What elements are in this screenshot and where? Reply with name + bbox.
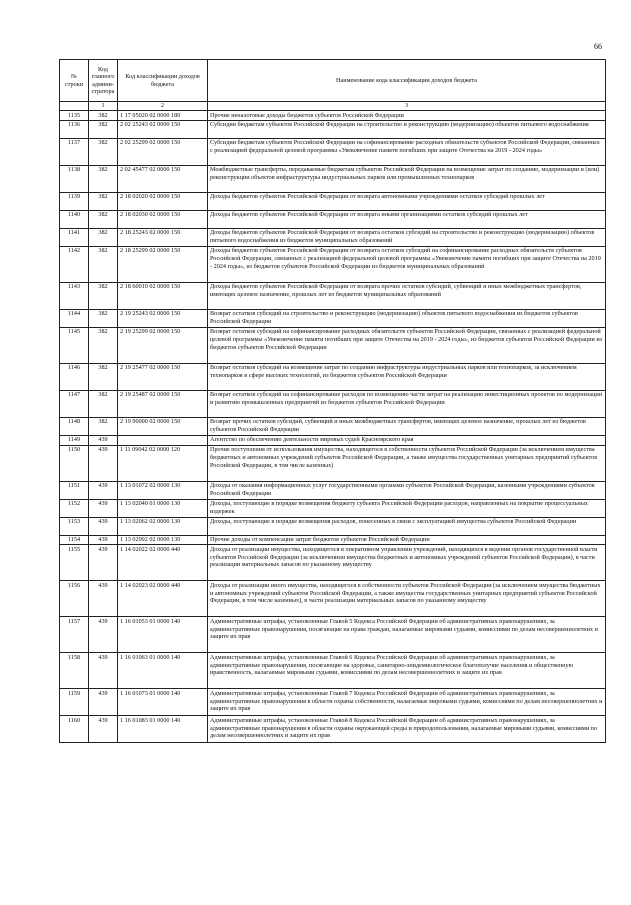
code-name-cell: Административные штрафы, установленные Главой 6 Кодекса Российской Федерации об административных правонарушениях, за административные правонарушения, посягающие на здоровье, санитарно-эпидемиологическое благополучие населения и общественную нравственность, налагаемые мировыми судьями, комиссиями по делам несовершеннолетних и защите их прав bbox=[208, 653, 606, 689]
budget-income-codes-table bbox=[59, 59, 606, 743]
code-name-cell: Доходы, поступающие в порядке возмещения бюджету субъекта Российской Федерации расходов, направленных на покрытие процессуальных издержек bbox=[208, 499, 606, 517]
classification-code-cell: 1 11 09042 02 0000 120 bbox=[118, 445, 208, 481]
classification-code-cell: 1 13 02040 01 0000 130 bbox=[118, 499, 208, 517]
table-row bbox=[60, 327, 606, 363]
admin-code-cell: 382 bbox=[89, 138, 118, 165]
code-name-cell: Агентство по обеспечению деятельности мировых судей Красноярского края bbox=[208, 435, 606, 445]
header-index-1: 1 bbox=[89, 102, 118, 111]
admin-code-cell: 382 bbox=[89, 111, 118, 121]
admin-code-cell: 382 bbox=[89, 228, 118, 246]
table-row bbox=[60, 445, 606, 481]
admin-code-cell: 439 bbox=[89, 689, 118, 716]
row-number-cell: 1149 bbox=[60, 435, 89, 445]
admin-code-cell: 382 bbox=[89, 282, 118, 309]
code-name-cell: Прочие неналоговые доходы бюджетов субъектов Российской Федерации bbox=[208, 111, 606, 121]
code-name-cell: Субсидии бюджетам субъектов Российской Федерации на софинансирование расходных обязательств субъектов Российской Федерации, связанных с реализацией федеральной целевой программы «Увековечение памяти погибших при защите Отечества на 2019 - 2024 годы» bbox=[208, 138, 606, 165]
row-number-cell: 1156 bbox=[60, 581, 89, 617]
admin-code-cell: 439 bbox=[89, 499, 118, 517]
row-number-cell: 1135 bbox=[60, 111, 89, 121]
code-name-cell: Доходы бюджетов субъектов Российской Федерации от возврата остатков субсидий на софинансирование расходных обязательств субъектов Российской Федерации, связанных с реализацией федеральной целевой программы «Увековечение памяти погибших при защите Отечества на 2019 - 2024 годы», из бюджетов субъектов Российской Федерации из бюджетов муниципальных образований bbox=[208, 246, 606, 282]
row-number-cell: 1147 bbox=[60, 390, 89, 417]
row-number-cell: 1154 bbox=[60, 535, 89, 545]
admin-code-cell: 439 bbox=[89, 545, 118, 581]
table-row bbox=[60, 617, 606, 653]
table-body bbox=[60, 111, 606, 743]
table-row bbox=[60, 282, 606, 309]
classification-code-cell: 1 16 01073 01 0000 140 bbox=[118, 689, 208, 716]
classification-code-cell: 1 13 01072 02 0000 130 bbox=[118, 481, 208, 499]
table-row bbox=[60, 363, 606, 390]
code-name-cell: Доходы бюджетов субъектов Российской Федерации от возврата остатков субсидий на строительство и реконструкцию (модернизацию) объектов питьевого водоснабжения из бюджетов муниципальных образований bbox=[208, 228, 606, 246]
classification-code-cell: 2 19 25487 02 0000 150 bbox=[118, 390, 208, 417]
row-number-cell: 1152 bbox=[60, 499, 89, 517]
classification-code-cell: 1 16 01053 01 0000 140 bbox=[118, 617, 208, 653]
admin-code-cell: 439 bbox=[89, 435, 118, 445]
header-row bbox=[60, 60, 606, 102]
row-number-cell: 1158 bbox=[60, 653, 89, 689]
row-number-cell: 1143 bbox=[60, 282, 89, 309]
admin-code-cell: 439 bbox=[89, 653, 118, 689]
classification-code-cell: 2 02 25243 02 0000 150 bbox=[118, 120, 208, 138]
code-name-cell: Возврат остатков субсидий на возмещение затрат по созданию инфраструктуры индустриальных парков или технопарков, за исключением технопарков в сфере высоких технологий, из бюджетов субъектов Российской Федерации bbox=[208, 363, 606, 390]
classification-code-cell: 1 13 02992 02 0000 130 bbox=[118, 535, 208, 545]
admin-code-cell: 382 bbox=[89, 246, 118, 282]
admin-code-cell: 382 bbox=[89, 309, 118, 327]
row-number-cell: 1141 bbox=[60, 228, 89, 246]
table-row bbox=[60, 689, 606, 716]
code-name-cell: Возврат прочих остатков субсидий, субвенций и иных межбюджетных трансфертов, имеющих целевое назначение, прошлых лет из бюджетов субъектов Российской Федерации bbox=[208, 417, 606, 435]
admin-code-cell: 382 bbox=[89, 417, 118, 435]
table-row bbox=[60, 120, 606, 138]
admin-code-cell: 382 bbox=[89, 120, 118, 138]
table-row bbox=[60, 716, 606, 743]
row-number-cell: 1159 bbox=[60, 689, 89, 716]
row-number-cell: 1148 bbox=[60, 417, 89, 435]
code-name-cell: Административные штрафы, установленные Главой 5 Кодекса Российской Федерации об административных правонарушениях, за административные правонарушения, посягающие на права граждан, налагаемые мировыми судьями, комиссиями по делам несовершеннолетних и защите их прав bbox=[208, 617, 606, 653]
admin-code-cell: 382 bbox=[89, 327, 118, 363]
row-number-cell: 1155 bbox=[60, 545, 89, 581]
classification-code-cell: 1 13 02062 02 0000 130 bbox=[118, 517, 208, 535]
table-row bbox=[60, 435, 606, 445]
table-row bbox=[60, 417, 606, 435]
table-row bbox=[60, 111, 606, 121]
header-admin-code: Код главного админи-стратора bbox=[89, 60, 118, 102]
page-number: 66 bbox=[594, 42, 602, 51]
code-name-cell: Возврат остатков субсидий на софинансирование расходов по возмещению части затрат на реализацию инвестиционных проектов по модернизации и развитию промышленных предприятий из бюджетов субъектов Российской Федерации bbox=[208, 390, 606, 417]
table-row bbox=[60, 165, 606, 192]
admin-code-cell: 382 bbox=[89, 210, 118, 228]
code-name-cell: Межбюджетные трансферты, передаваемые бюджетам субъектов Российской Федерации на возмещение затрат по созданию, модернизации и (или) реконструкции объектов инфраструктуры индустриальных парков или промышленных технопарков bbox=[208, 165, 606, 192]
classification-code-cell: 1 17 05020 02 0000 180 bbox=[118, 111, 208, 121]
code-name-cell: Доходы бюджетов субъектов Российской Федерации от возврата прочих остатков субсидий, субвенций и иных межбюджетных трансфертов, имеющих целевое назначение, прошлых лет из бюджетов муниципальных образований bbox=[208, 282, 606, 309]
code-name-cell: Доходы от реализации иного имущества, находящегося в собственности субъектов Российской Федерации (за исключением имущества бюджетных и автономных учреждений субъектов Российской Федерации, а также имущества государственных унитарных предприятий субъектов Российской Федерации, в том числе казенных), в части реализации материальных запасов по указанному имуществу bbox=[208, 581, 606, 617]
code-name-cell: Доходы бюджетов субъектов Российской Федерации от возврата иными организациями остатков субсидий прошлых лет bbox=[208, 210, 606, 228]
table-row bbox=[60, 309, 606, 327]
row-number-cell: 1153 bbox=[60, 517, 89, 535]
row-number-cell: 1150 bbox=[60, 445, 89, 481]
classification-code-cell: 2 19 25477 02 0000 150 bbox=[118, 363, 208, 390]
classification-code-cell: 2 18 02020 02 0000 150 bbox=[118, 192, 208, 210]
table-row bbox=[60, 246, 606, 282]
table-row bbox=[60, 535, 606, 545]
table-row bbox=[60, 210, 606, 228]
classification-code-cell: 2 18 25299 02 0000 150 bbox=[118, 246, 208, 282]
table-header bbox=[60, 60, 606, 111]
code-name-cell: Административные штрафы, установленные Главой 7 Кодекса Российской Федерации об административных правонарушениях, за административные правонарушения в области охраны собственности, налагаемые мировыми судьями, комиссиями по делам несовершеннолетних и защите их прав bbox=[208, 689, 606, 716]
code-name-cell: Субсидии бюджетам субъектов Российской Федерации на строительство и реконструкцию (модернизацию) объектов питьевого водоснабжения bbox=[208, 120, 606, 138]
admin-code-cell: 439 bbox=[89, 535, 118, 545]
table-row bbox=[60, 653, 606, 689]
table-row bbox=[60, 499, 606, 517]
admin-code-cell: 382 bbox=[89, 165, 118, 192]
table-row bbox=[60, 545, 606, 581]
classification-code-cell: 2 19 25243 02 0000 150 bbox=[118, 309, 208, 327]
classification-code-cell: 1 14 02022 02 0000 440 bbox=[118, 545, 208, 581]
classification-code-cell: 2 18 02030 02 0000 150 bbox=[118, 210, 208, 228]
admin-code-cell: 382 bbox=[89, 192, 118, 210]
admin-code-cell: 439 bbox=[89, 716, 118, 743]
admin-code-cell: 439 bbox=[89, 481, 118, 499]
code-name-cell: Прочие поступления от использования имущества, находящегося в собственности субъектов Российской Федерации (за исключением имущества бюджетных и автономных учреждений субъектов Российской Федерации, а также имущества государственных унитарных предприятий субъектов Российской Федерации, в том числе казенных) bbox=[208, 445, 606, 481]
row-number-cell: 1138 bbox=[60, 165, 89, 192]
admin-code-cell: 382 bbox=[89, 390, 118, 417]
code-name-cell: Прочие доходы от компенсации затрат бюджетов субъектов Российской Федерации bbox=[208, 535, 606, 545]
admin-code-cell: 439 bbox=[89, 445, 118, 481]
header-index-3: 3 bbox=[208, 102, 606, 111]
row-number-cell: 1151 bbox=[60, 481, 89, 499]
code-name-cell: Возврат остатков субсидий на строительство и реконструкцию (модернизацию) объектов питьевого водоснабжения из бюджетов субъектов Российской Федерации bbox=[208, 309, 606, 327]
classification-code-cell: 1 16 01063 01 0000 140 bbox=[118, 653, 208, 689]
table-row bbox=[60, 192, 606, 210]
row-number-cell: 1160 bbox=[60, 716, 89, 743]
admin-code-cell: 439 bbox=[89, 517, 118, 535]
table-row bbox=[60, 517, 606, 535]
header-index-row bbox=[60, 102, 606, 111]
admin-code-cell: 439 bbox=[89, 581, 118, 617]
row-number-cell: 1139 bbox=[60, 192, 89, 210]
row-number-cell: 1157 bbox=[60, 617, 89, 653]
row-number-cell: 1145 bbox=[60, 327, 89, 363]
classification-code-cell bbox=[118, 435, 208, 445]
classification-code-cell: 1 14 02023 02 0000 440 bbox=[118, 581, 208, 617]
row-number-cell: 1137 bbox=[60, 138, 89, 165]
header-index-0 bbox=[60, 102, 89, 111]
code-name-cell: Возврат остатков субсидий на софинансирование расходных обязательств субъектов Российской Федерации, связанных с реализацией федеральной целевой программы «Увековечение памяти погибших при защите Отечества на 2019 - 2024 годы», из бюджетов субъектов Российской Федерации из бюджетов субъектов Российской Федерации bbox=[208, 327, 606, 363]
code-name-cell: Административные штрафы, установленные Главой 8 Кодекса Российской Федерации об административных правонарушениях, за административные правонарушения в области охраны окружающей среды и природопользования, налагаемые мировыми судьями, комиссиями по делам несовершеннолетних и защите их прав bbox=[208, 716, 606, 743]
table-row bbox=[60, 581, 606, 617]
classification-code-cell: 2 19 25299 02 0000 150 bbox=[118, 327, 208, 363]
classification-code-cell: 2 18 25243 02 0000 150 bbox=[118, 228, 208, 246]
row-number-cell: 1140 bbox=[60, 210, 89, 228]
header-row-number: № строки bbox=[60, 60, 89, 102]
classification-code-cell: 2 19 90000 02 0000 150 bbox=[118, 417, 208, 435]
header-classification-code: Код классификации доходов бюджета bbox=[118, 60, 208, 102]
row-number-cell: 1142 bbox=[60, 246, 89, 282]
code-name-cell: Доходы, поступающие в порядке возмещения расходов, понесенных в связи с эксплуатацией имущества субъектов Российской Федерации bbox=[208, 517, 606, 535]
table-row bbox=[60, 481, 606, 499]
header-index-2: 2 bbox=[118, 102, 208, 111]
admin-code-cell: 382 bbox=[89, 363, 118, 390]
classification-code-cell: 2 18 60010 02 0000 150 bbox=[118, 282, 208, 309]
code-name-cell: Доходы бюджетов субъектов Российской Федерации от возврата автономными учреждениями остатков субсидий прошлых лет bbox=[208, 192, 606, 210]
classification-code-cell: 2 02 45477 02 0000 150 bbox=[118, 165, 208, 192]
classification-code-cell: 1 16 01083 01 0000 140 bbox=[118, 716, 208, 743]
table-row bbox=[60, 228, 606, 246]
classification-code-cell: 2 02 25299 02 0000 150 bbox=[118, 138, 208, 165]
row-number-cell: 1144 bbox=[60, 309, 89, 327]
code-name-cell: Доходы от реализации имущества, находящегося в оперативном управлении учреждений, находящихся в ведении органов государственной власти субъектов Российской Федерации (за исключением имущества бюджетных и автономных учреждений субъектов Российской Федерации), в части реализации материальных запасов по указанному имуществу bbox=[208, 545, 606, 581]
header-code-name: Наименование кода классификации доходов бюджета bbox=[208, 60, 606, 102]
row-number-cell: 1136 bbox=[60, 120, 89, 138]
admin-code-cell: 439 bbox=[89, 617, 118, 653]
table-row bbox=[60, 390, 606, 417]
row-number-cell: 1146 bbox=[60, 363, 89, 390]
table-row bbox=[60, 138, 606, 165]
code-name-cell: Доходы от оказания информационных услуг государственными органами субъектов Российской Федерации, казенными учреждениями субъектов Российской Федерации bbox=[208, 481, 606, 499]
